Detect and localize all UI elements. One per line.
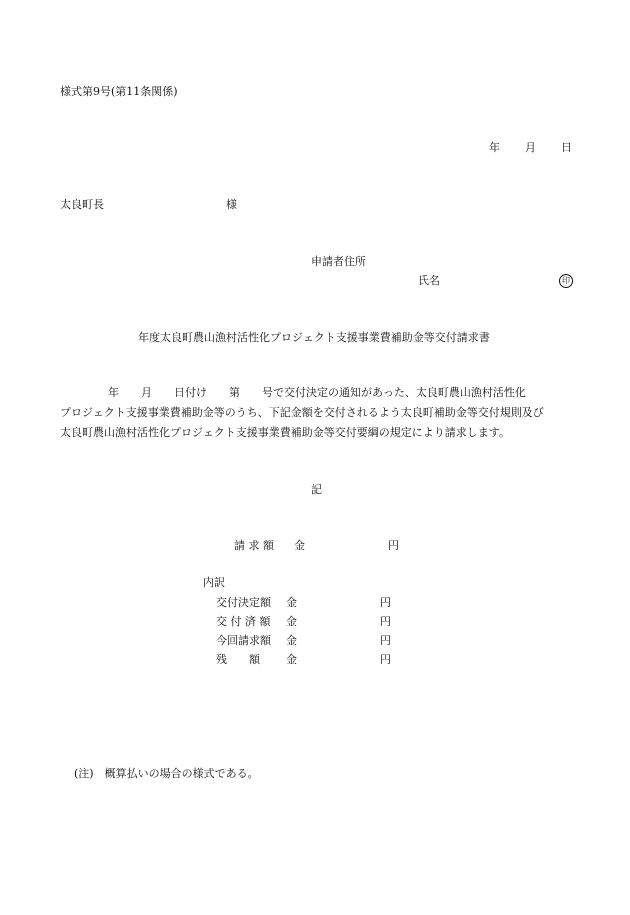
ki-marker: 記 xyxy=(311,483,322,496)
breakdown-label: 今回請求額 xyxy=(216,634,271,647)
addressee-name: 太良町長 xyxy=(60,198,104,211)
breakdown-yen: 円 xyxy=(380,653,391,666)
body-line-1: 年 月 日付け 第 号で交付決定の通知があった、太良町農山漁村活性化 xyxy=(108,386,526,399)
breakdown-label: 交付決定額 xyxy=(216,596,271,609)
breakdown-title: 内訳 xyxy=(203,576,225,589)
breakdown-kin: 金 xyxy=(286,596,297,609)
seal-mark xyxy=(559,274,573,288)
breakdown-yen: 円 xyxy=(380,615,391,628)
breakdown-kin: 金 xyxy=(286,634,297,647)
document-title: 年度太良町農山漁村活性化プロジェクト支援事業費補助金等交付請求書 xyxy=(138,331,490,344)
addressee-honorific: 様 xyxy=(226,198,237,211)
seal-icon: 印 xyxy=(559,274,573,288)
body-line-3: 太良町農山漁村活性化プロジェクト支援事業費補助金等交付要綱の規定により請求します。 xyxy=(60,426,510,439)
breakdown-yen: 円 xyxy=(380,596,391,609)
breakdown-kin: 金 xyxy=(286,615,297,628)
breakdown-label: 残 額 xyxy=(216,653,260,666)
applicant-name-label: 氏名 xyxy=(418,274,440,287)
applicant-address-label: 申請者住所 xyxy=(311,255,366,268)
request-amount-kin: 金 xyxy=(294,539,305,552)
form-number: 様式第9号(第11条関係) xyxy=(60,85,178,98)
breakdown-kin: 金 xyxy=(286,653,297,666)
request-amount-label: 請 求 額 xyxy=(234,539,274,552)
breakdown-yen: 円 xyxy=(380,634,391,647)
footnote: (注) 概算払いの場合の様式である。 xyxy=(74,767,259,780)
breakdown-label: 交 付 済 額 xyxy=(216,615,271,628)
body-paragraph xyxy=(60,383,574,443)
body-line-2: プロジェクト支援事業費補助金等のうち、下記金額を交付されるよう太良町補助金等交付規則及び xyxy=(60,406,544,419)
date-year-label: 年 xyxy=(489,141,500,154)
request-amount-yen: 円 xyxy=(388,539,399,552)
date-day-label: 日 xyxy=(561,141,572,154)
date-month-label: 月 xyxy=(525,141,536,154)
